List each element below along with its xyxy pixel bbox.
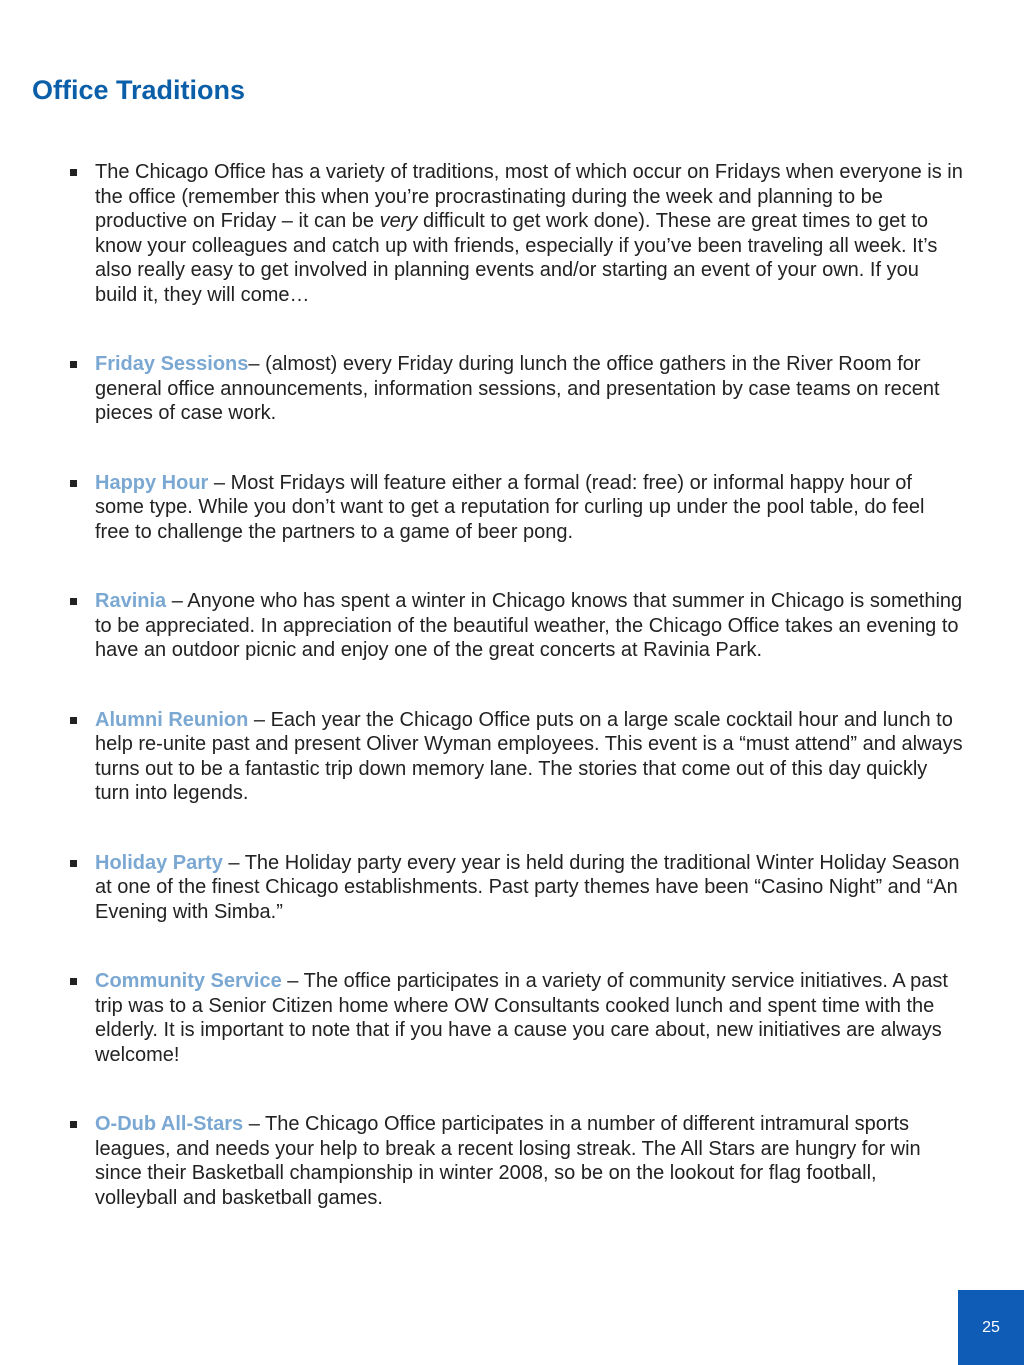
square-bullet-icon [70,169,77,176]
tradition-item-community-service [0,969,1024,1067]
tradition-description: – The Chicago Office participates in a number of different intramural sports leagues, and needs your help to break a recent losing streak. The All Stars are hungry for win since their Basketball championship in winter 2008, so be on the lookout for flag football, volleyball and basketball games. [95,1113,921,1209]
tradition-description: – The office participates in a variety of community service initiatives. A past trip was to a Senior Citizen home where OW Consultants cooked lunch and spent time with the elderly. It is important to note that if you have a cause you care about, new initiatives are always welcome! [95,970,948,1066]
tradition-item-o-dub-all-stars [0,1112,1024,1210]
square-bullet-icon [70,480,77,487]
tradition-term: Friday Sessions [95,353,249,375]
square-bullet-icon [70,717,77,724]
tradition-term: Community Service [95,970,282,992]
tradition-description: – Each year the Chicago Office puts on a large scale cocktail hour and lunch to help re-unite past and present Oliver Wyman employees. This event is a “must attend” and always turns out to be a fantastic trip down memory lane. The stories that come out of this day quickly turn into legends. [95,708,963,804]
intro-item [0,160,1024,307]
page-number-box [958,1290,1024,1365]
intro-text-b: difficult to get work done). These are great times to get to know your colleagues and catch up with friends, especially if you’ve been traveling all week. It’s also really easy to get involved in planning events and/or starting an event of your own. If you build it, they will come… [95,210,938,306]
square-bullet-icon [70,598,77,605]
tradition-item-friday-sessions [0,352,1024,426]
intro-text-a: The Chicago Office has a variety of traditions, most of which occur on Fridays when everyone is in the office (remember this when you’re procrastinating during the week and planning to be productive on Friday – it can be [95,161,963,232]
square-bullet-icon [70,978,77,985]
square-bullet-icon [70,361,77,368]
tradition-term: Holiday Party [95,851,223,874]
square-bullet-icon [70,860,77,867]
traditions-list [0,160,1024,1255]
intro-emphasis: very [379,210,418,232]
tradition-term: Ravinia [95,590,167,612]
tradition-item-happy-hour [0,471,1024,545]
tradition-description: – Anyone who has spent a winter in Chicago knows that summer in Chicago is something to be appreciated. In appreciation of the beautiful weather, the Chicago Office takes an evening to have an outdoor picnic and enjoy one of the great concerts at Ravinia Park. [95,590,963,661]
tradition-term: O-Dub All-Stars [95,1113,244,1135]
tradition-term: Alumni Reunion [95,708,249,731]
tradition-item-alumni-reunion [0,708,1024,806]
tradition-description: – The Holiday party every year is held during the traditional Winter Holiday Season at one of the finest Chicago establishments. Past party themes have been “Casino Night” and “An Evening with Simba.” [95,851,960,923]
tradition-item-ravinia [0,589,1024,663]
tradition-description: – Most Fridays will feature either a formal (read: free) or informal happy hour of some type. While you don’t want to get a reputation for curling up under the pool table, do feel free to challenge the partners to a game of beer pong. [95,471,925,543]
tradition-term: Happy Hour [95,471,209,494]
tradition-description: – (almost) every Friday during lunch the office gathers in the River Room for general office announcements, information sessions, and presentation by case teams on recent pieces of case work. [95,353,940,424]
page-title: Office Traditions [32,75,246,105]
square-bullet-icon [70,1121,77,1128]
tradition-item-holiday-party [0,851,1024,925]
page-number: 25 [982,1319,1000,1336]
